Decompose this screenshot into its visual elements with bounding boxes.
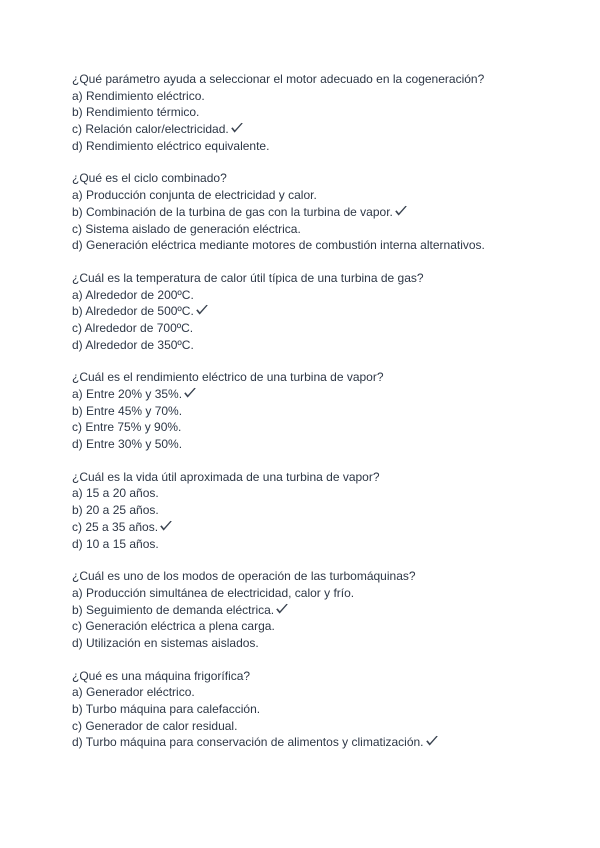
answer-option-text: a) Rendimiento eléctrico.: [72, 88, 205, 103]
answer-option-text: d) Entre 30% y 50%.: [72, 437, 183, 452]
checkmark-icon: [230, 122, 244, 134]
answer-option-text: a) Generador eléctrico.: [72, 685, 195, 700]
answer-option: [72, 104, 572, 121]
question-text: ¿Cuál es el rendimiento eléctrico de una turbina de vapor?: [72, 370, 384, 385]
answer-option-text: c) Alrededor de 700ºC.: [72, 320, 194, 335]
question-text: ¿Cuál es la vida útil aproximada de una turbina de vapor?: [72, 469, 380, 484]
answer-option: [72, 536, 572, 553]
question-block: [72, 668, 572, 751]
answer-option: [72, 403, 572, 420]
answer-option-text: c) 25 a 35 años.: [72, 519, 159, 534]
answer-option-text: d) Utilización en sistemas aislados.: [72, 635, 259, 650]
answer-option-text: a) 15 a 20 años.: [72, 486, 159, 501]
answer-option-text: c) Generación eléctrica a plena carga.: [72, 619, 275, 634]
answer-option-text: b) Entre 45% y 70%.: [72, 403, 183, 418]
question-text: ¿Cuál es la temperatura de calor útil típica de una turbina de gas?: [72, 270, 424, 285]
answer-option-text: a) Alrededor de 200ºC.: [72, 287, 194, 302]
answer-option: [72, 618, 572, 635]
answer-option-text: d) Generación eléctrica mediante motores de combustión interna alternativos.: [72, 238, 485, 253]
answer-option: [72, 602, 572, 619]
question-list: [72, 71, 572, 751]
question-text: ¿Qué es una máquina frigorífica?: [72, 668, 251, 683]
answer-option: [72, 320, 572, 337]
answer-option: [72, 204, 572, 221]
question-text: ¿Cuál es uno de los modos de operación de las turbomáquinas?: [72, 569, 416, 584]
answer-option-text: b) Combinación de la turbina de gas con la turbina de vapor.: [72, 204, 393, 219]
answer-option-text: b) 20 a 25 años.: [72, 503, 159, 518]
quiz-document: [72, 71, 572, 767]
answer-option: [72, 734, 572, 751]
question-block: [72, 469, 572, 552]
answer-option: [72, 221, 572, 238]
answer-option-text: b) Seguimiento de demanda eléctrica.: [72, 602, 275, 617]
answer-option-text: c) Sistema aislado de generación eléctrica.: [72, 221, 301, 236]
question-text: ¿Qué es el ciclo combinado?: [72, 171, 227, 186]
answer-option-text: b) Alrededor de 500ºC.: [72, 304, 194, 319]
answer-option: [72, 419, 572, 436]
question-block: [72, 568, 572, 651]
question-block: [72, 369, 572, 452]
answer-option-text: a) Producción simultánea de electricidad, calor y frío.: [72, 585, 355, 600]
answer-option-text: a) Entre 20% y 35%.: [72, 387, 183, 401]
checkmark-icon: [195, 304, 209, 316]
answer-option: [72, 287, 572, 304]
answer-option: [72, 635, 572, 652]
answer-option: [72, 237, 572, 254]
answer-option-text: d) Alrededor de 350ºC.: [72, 337, 194, 352]
question-block: [72, 270, 572, 353]
answer-option-text: b) Rendimiento térmico.: [72, 105, 200, 120]
question-block: [72, 170, 572, 253]
answer-option: [72, 585, 572, 602]
answer-option: [72, 88, 572, 105]
answer-option: [72, 303, 572, 320]
checkmark-icon: [425, 735, 439, 747]
answer-option: [72, 121, 572, 138]
answer-option-text: c) Relación calor/electricidad.: [72, 122, 229, 137]
answer-option: [72, 485, 572, 502]
question-text: ¿Qué parámetro ayuda a seleccionar el motor adecuado en la cogeneración?: [72, 72, 485, 86]
answer-option: [72, 718, 572, 735]
answer-option-text: c) Entre 75% y 90%.: [72, 420, 182, 435]
answer-option: [72, 684, 572, 701]
answer-option-text: d) Rendimiento eléctrico equivalente.: [72, 138, 270, 153]
answer-option-text: b) Turbo máquina para calefacción.: [72, 702, 261, 716]
answer-option: [72, 436, 572, 453]
checkmark-icon: [394, 205, 408, 217]
answer-option-text: d) 10 a 15 años.: [72, 536, 159, 551]
answer-option: [72, 502, 572, 519]
answer-option: [72, 187, 572, 204]
checkmark-icon: [183, 387, 197, 399]
checkmark-icon: [159, 520, 173, 532]
checkmark-icon: [275, 603, 289, 615]
answer-option: [72, 519, 572, 536]
answer-option-text: a) Producción conjunta de electricidad y calor.: [72, 188, 317, 203]
question-block: [72, 71, 572, 154]
answer-option: [72, 138, 572, 155]
answer-option-text: c) Generador de calor residual.: [72, 718, 238, 733]
answer-option: [72, 701, 572, 718]
answer-option: [72, 386, 572, 403]
answer-option-text: d) Turbo máquina para conservación de alimentos y climatización.: [72, 735, 424, 750]
answer-option: [72, 337, 572, 354]
